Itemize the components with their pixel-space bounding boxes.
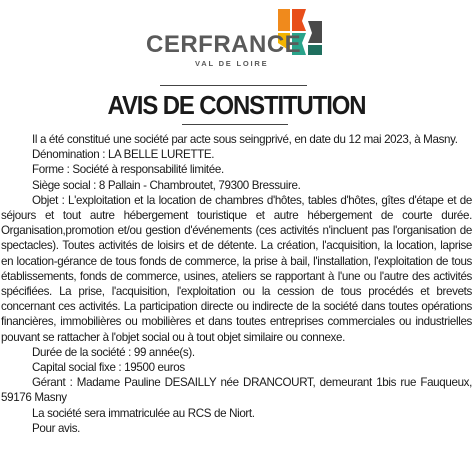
- logo-name: CERFRANCE: [146, 31, 302, 58]
- notice-body: [1, 132, 472, 436]
- title-rule-bottom: [182, 124, 288, 125]
- paragraph-intro: Il a été constitué une société par acte sous seingprivé, en date du 12 mai 2023, à Masny.: [32, 133, 458, 146]
- logo-shape-dark: [308, 21, 322, 43]
- cerfrance-logo: [0, 0, 473, 78]
- paragraph-rcs: La société sera immatriculée au RCS de Niort.: [32, 406, 255, 420]
- paragraph-avis: Pour avis.: [32, 421, 81, 435]
- logo-shape-red: [292, 9, 306, 31]
- paragraph-objet: Objet : L'exploitation et la location de chambres d'hôtes, tables d'hôtes, gîtes d'étape et de séjours et tout autre hébergement touristique et autre hébergement de courte durée. Organisation,promotion et/ou gestion d'événements (ces activités n'incluent pas l'organisation de spectacles). Toutes activités de loisirs et de détente. La création, l'acquisition, la location, laprise en location-gérance de tous fonds de commerce, la prise à bail, l'installation, l'exploitation de tous établissements, fonds de commerce, usines, ateliers se rapportant à l'une ou l'autre des activités spécifiées. La prise, l'acquisition, l'exploitation ou la cession de tous procédés et brevets concernant ces activités. La participation directe ou indirecte de la société dans toutes opérations financières, immobilières ou mobilières et dans toutes entreprises commerciales ou industrielles pouvant se rattacher à l'objet social ou à tout objet similaire ou connexe.: [1, 193, 472, 344]
- paragraph-duree: Durée de la société : 99 année(s).: [32, 345, 195, 359]
- paragraph-capital: Capital social fixe : 19500 euros: [32, 361, 185, 375]
- page-title: AVIS DE CONSTITUTION: [107, 90, 366, 120]
- logo-shape-green: [308, 45, 322, 55]
- paragraph-denomination: Dénomination : LA BELLE LURETTE.: [32, 148, 215, 162]
- logo-subtitle: VAL DE LOIRE: [195, 59, 269, 68]
- title-rule-top: [160, 85, 307, 86]
- logo-shape-orange: [278, 9, 290, 31]
- paragraph-forme: Forme : Société à responsabilité limitée.: [32, 163, 224, 177]
- paragraph-gerant: Gérant : Madame Pauline DESAILLY née DRANCOURT, demeurant 1bis rue Fauqueux, 59176 Masny: [1, 376, 472, 405]
- paragraph-siege: Siège social : 8 Pallain - Chambroutet, 79300 Bressuire.: [32, 178, 301, 192]
